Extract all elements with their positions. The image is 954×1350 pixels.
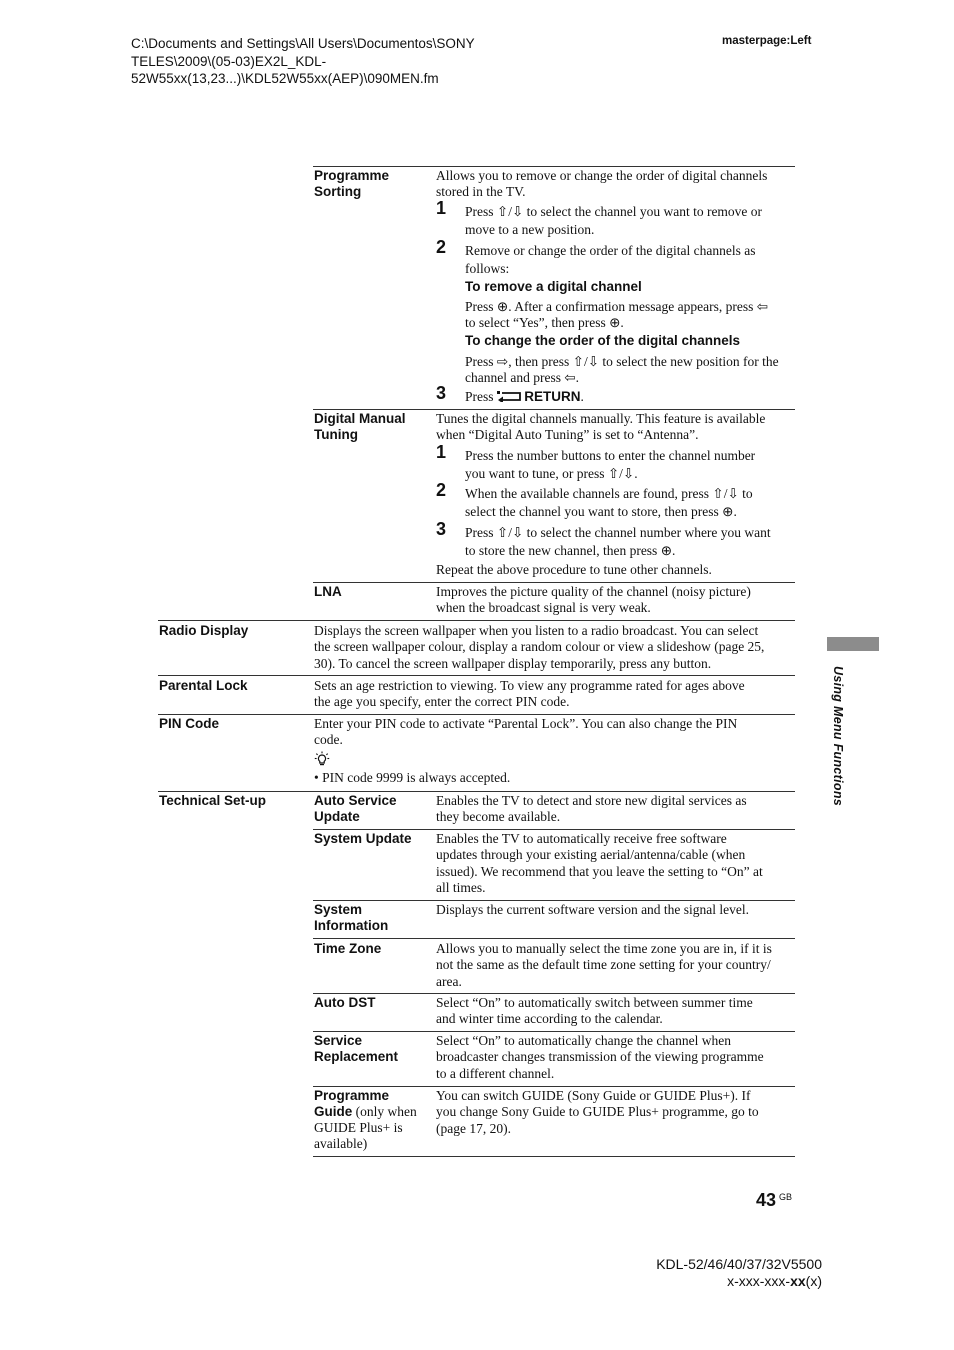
file-path-line: C:\Documents and Settings\All Users\Documentos\SONY bbox=[131, 36, 475, 51]
table-rule bbox=[158, 791, 795, 792]
step-text: you want to tune, or press ⇧/⇩. bbox=[465, 465, 638, 481]
desc-line: Enables the TV to detect and store new digital services as bbox=[436, 793, 747, 808]
subtext bbox=[465, 299, 795, 332]
step bbox=[436, 519, 796, 559]
desc-line: Improves the picture quality of the channel (noisy picture) bbox=[436, 584, 751, 599]
item-label-service-replacement bbox=[314, 1033, 398, 1065]
subheading: To remove a digital channel bbox=[465, 279, 642, 294]
item-desc bbox=[436, 941, 796, 990]
step-number: 2 bbox=[436, 480, 447, 500]
code-prefix: x-xxx-xxx- bbox=[727, 1273, 791, 1289]
item-label-programme-guide bbox=[314, 1088, 417, 1152]
page-number bbox=[756, 1190, 792, 1211]
subheading: To change the order of the digital channels bbox=[465, 333, 741, 348]
table-rule bbox=[158, 714, 795, 715]
label-line: Digital Manual bbox=[314, 411, 406, 426]
desc-line: Allows you to remove or change the order of digital channels bbox=[436, 168, 768, 183]
item-label-digital-manual-tuning bbox=[314, 411, 406, 443]
desc-line: stored in the TV. bbox=[436, 184, 526, 200]
label-line: Programme bbox=[314, 168, 390, 183]
desc-line: broadcaster changes transmission of the viewing programme bbox=[436, 1049, 764, 1065]
step bbox=[436, 198, 796, 238]
step-number: 2 bbox=[436, 237, 447, 257]
desc-line: and winter time according to the calendar. bbox=[436, 1011, 663, 1027]
step-number: 1 bbox=[436, 442, 447, 462]
desc-line: 30). To cancel the screen wallpaper display temporarily, press any button. bbox=[314, 655, 712, 671]
desc-line: issued). We recommend that you leave the setting to “On” at bbox=[436, 863, 763, 879]
label-note: available) bbox=[314, 1136, 368, 1151]
step-number: 3 bbox=[436, 519, 447, 539]
step-number: 3 bbox=[436, 383, 447, 403]
step-number: 1 bbox=[436, 198, 447, 218]
item-label-system-update: System Update bbox=[314, 831, 412, 846]
masterpage-label: masterpage:Left bbox=[722, 35, 812, 47]
table-rule bbox=[313, 1156, 795, 1157]
table-rule bbox=[158, 620, 795, 621]
desc-line: Enter your PIN code to activate “Parental Lock”. You can also change the PIN bbox=[314, 716, 738, 731]
desc-line: area. bbox=[436, 973, 462, 989]
desc-line: you change Sony Guide to GUIDE Plus+ programme, go to bbox=[436, 1104, 759, 1120]
desc-line: Displays the screen wallpaper when you listen to a radio broadcast. You can select bbox=[314, 623, 759, 638]
step bbox=[436, 442, 796, 482]
label-line: Tuning bbox=[314, 427, 358, 442]
model-number: KDL-52/46/40/37/32V5500 bbox=[656, 1256, 822, 1272]
label-line: Information bbox=[314, 918, 389, 933]
item-label-programme-sorting bbox=[314, 168, 389, 200]
label-line: Service bbox=[314, 1033, 363, 1048]
item-label-auto-service-update bbox=[314, 793, 397, 825]
side-tab-bar bbox=[827, 637, 879, 651]
desc-line: Displays the current software version and the signal level. bbox=[436, 902, 750, 917]
footer-model bbox=[656, 1256, 822, 1290]
item-desc: Repeat the above procedure to tune other channels. bbox=[436, 562, 712, 577]
file-path-line: 52W55xx(13,23...)\KDL52W55xx(AEP)\090MEN.fm bbox=[131, 71, 439, 86]
item-label-auto-dst: Auto DST bbox=[314, 995, 376, 1010]
table-rule bbox=[313, 1031, 795, 1032]
item-desc bbox=[314, 623, 796, 672]
item-desc bbox=[314, 678, 796, 711]
label-line: Replacement bbox=[314, 1049, 399, 1064]
item-desc bbox=[436, 411, 796, 444]
side-tab-label: Using Menu Functions bbox=[831, 666, 845, 807]
item-desc bbox=[436, 1088, 796, 1137]
item-desc bbox=[436, 168, 796, 201]
label-line: Auto Service bbox=[314, 793, 397, 808]
desc-line: the screen wallpaper colour, display a random colour or view a slideshow (page 25, bbox=[314, 639, 765, 655]
item-label-pin-code: PIN Code bbox=[159, 716, 220, 731]
item-label-time-zone: Time Zone bbox=[314, 941, 382, 956]
step-text: to store the new channel, then press ⊕. bbox=[465, 542, 676, 558]
step-text: . bbox=[580, 389, 584, 404]
desc-line: Tunes the digital channels manually. This feature is available bbox=[436, 411, 766, 426]
tip-text: • PIN code 9999 is always accepted. bbox=[314, 770, 511, 785]
desc-line: to a different channel. bbox=[436, 1065, 555, 1081]
desc-line: the age you specify, enter the correct PIN code. bbox=[314, 694, 570, 710]
item-desc bbox=[436, 831, 796, 896]
desc-line: Select “On” to automatically switch between summer time bbox=[436, 995, 753, 1010]
step bbox=[436, 237, 796, 277]
desc-line: Press ⊕. After a confirmation message appears, press ⇦ bbox=[465, 299, 769, 314]
desc-line: they become available. bbox=[436, 809, 561, 825]
item-label-lna: LNA bbox=[314, 584, 342, 599]
step-text: Press bbox=[465, 389, 497, 404]
step bbox=[436, 383, 796, 406]
label-line: Sorting bbox=[314, 184, 362, 199]
table-rule bbox=[313, 166, 795, 167]
desc-line: not the same as the default time zone setting for your country/ bbox=[436, 957, 771, 973]
item-desc bbox=[436, 995, 796, 1028]
desc-line: (page 17, 20). bbox=[436, 1120, 511, 1136]
item-label-radio-display: Radio Display bbox=[159, 623, 249, 638]
desc-line: all times. bbox=[436, 879, 486, 895]
code-suffix: (x) bbox=[805, 1273, 822, 1289]
desc-line: when the broadcast signal is very weak. bbox=[436, 600, 651, 616]
desc-line: Allows you to manually select the time zone you are in, if it is bbox=[436, 941, 772, 956]
desc-line: Select “On” to automatically change the channel when bbox=[436, 1033, 732, 1048]
label-line: Update bbox=[314, 809, 360, 824]
label-note: GUIDE Plus+ is bbox=[314, 1120, 403, 1135]
page-suffix: GB bbox=[779, 1192, 793, 1202]
return-icon bbox=[497, 390, 521, 402]
table-rule bbox=[158, 675, 795, 676]
desc-line: to select “Yes”, then press ⊕. bbox=[465, 315, 624, 331]
table-rule bbox=[313, 409, 795, 410]
item-desc bbox=[436, 793, 796, 826]
label-note: (only when bbox=[352, 1104, 417, 1119]
desc-line: Sets an age restriction to viewing. To view any programme rated for ages above bbox=[314, 678, 745, 693]
step-text: Remove or change the order of the digital channels as bbox=[465, 243, 756, 258]
table-rule bbox=[313, 829, 795, 830]
step-text: select the channel you want to store, then press ⊕. bbox=[465, 503, 737, 519]
desc-line: updates through your existing aerial/antenna/cable (when bbox=[436, 847, 746, 863]
step-text: When the available channels are found, press ⇧/⇩ to bbox=[465, 486, 753, 501]
code-bold: xx bbox=[790, 1273, 806, 1289]
item-label-parental-lock: Parental Lock bbox=[159, 678, 248, 693]
desc-line: You can switch GUIDE (Sony Guide or GUIDE Plus+). If bbox=[436, 1088, 751, 1103]
file-path bbox=[131, 35, 551, 88]
return-label: RETURN bbox=[524, 389, 581, 404]
item-label-system-information bbox=[314, 902, 388, 934]
subtext bbox=[465, 354, 795, 387]
item-desc bbox=[436, 1033, 796, 1082]
item-label-technical-setup: Technical Set-up bbox=[159, 793, 267, 808]
step-text: Press the number buttons to enter the channel number bbox=[465, 448, 756, 463]
step-text: move to a new position. bbox=[465, 221, 595, 237]
product-code bbox=[656, 1273, 822, 1290]
label-line: Programme bbox=[314, 1088, 390, 1103]
file-path-line: TELES\2009\(05-03)EX2L_KDL- bbox=[131, 53, 327, 69]
desc-line: when “Digital Auto Tuning” is set to “Antenna”. bbox=[436, 427, 699, 443]
table-rule bbox=[313, 938, 795, 939]
page-number-value: 43 bbox=[756, 1190, 777, 1210]
step bbox=[436, 480, 796, 520]
desc-line: Enables the TV to automatically receive free software bbox=[436, 831, 727, 846]
lightbulb-icon bbox=[314, 751, 330, 767]
step-text: Press ⇧/⇩ to select the channel you want to remove or bbox=[465, 204, 763, 219]
step-text: follows: bbox=[465, 260, 510, 276]
step-text: Press ⇧/⇩ to select the channel number where you want bbox=[465, 525, 771, 540]
item-desc bbox=[436, 902, 796, 918]
label-line: Guide bbox=[314, 1104, 353, 1119]
item-desc bbox=[436, 584, 796, 617]
table-rule bbox=[313, 582, 795, 583]
table-rule bbox=[313, 993, 795, 994]
desc-line: Press ⇨, then press ⇧/⇩ to select the new position for the bbox=[465, 354, 779, 369]
table-rule bbox=[313, 1086, 795, 1087]
desc-line: code. bbox=[314, 732, 343, 748]
desc-line: channel and press ⇦. bbox=[465, 370, 580, 386]
label-line: System bbox=[314, 902, 363, 917]
item-desc bbox=[314, 716, 796, 749]
table-rule bbox=[313, 900, 795, 901]
